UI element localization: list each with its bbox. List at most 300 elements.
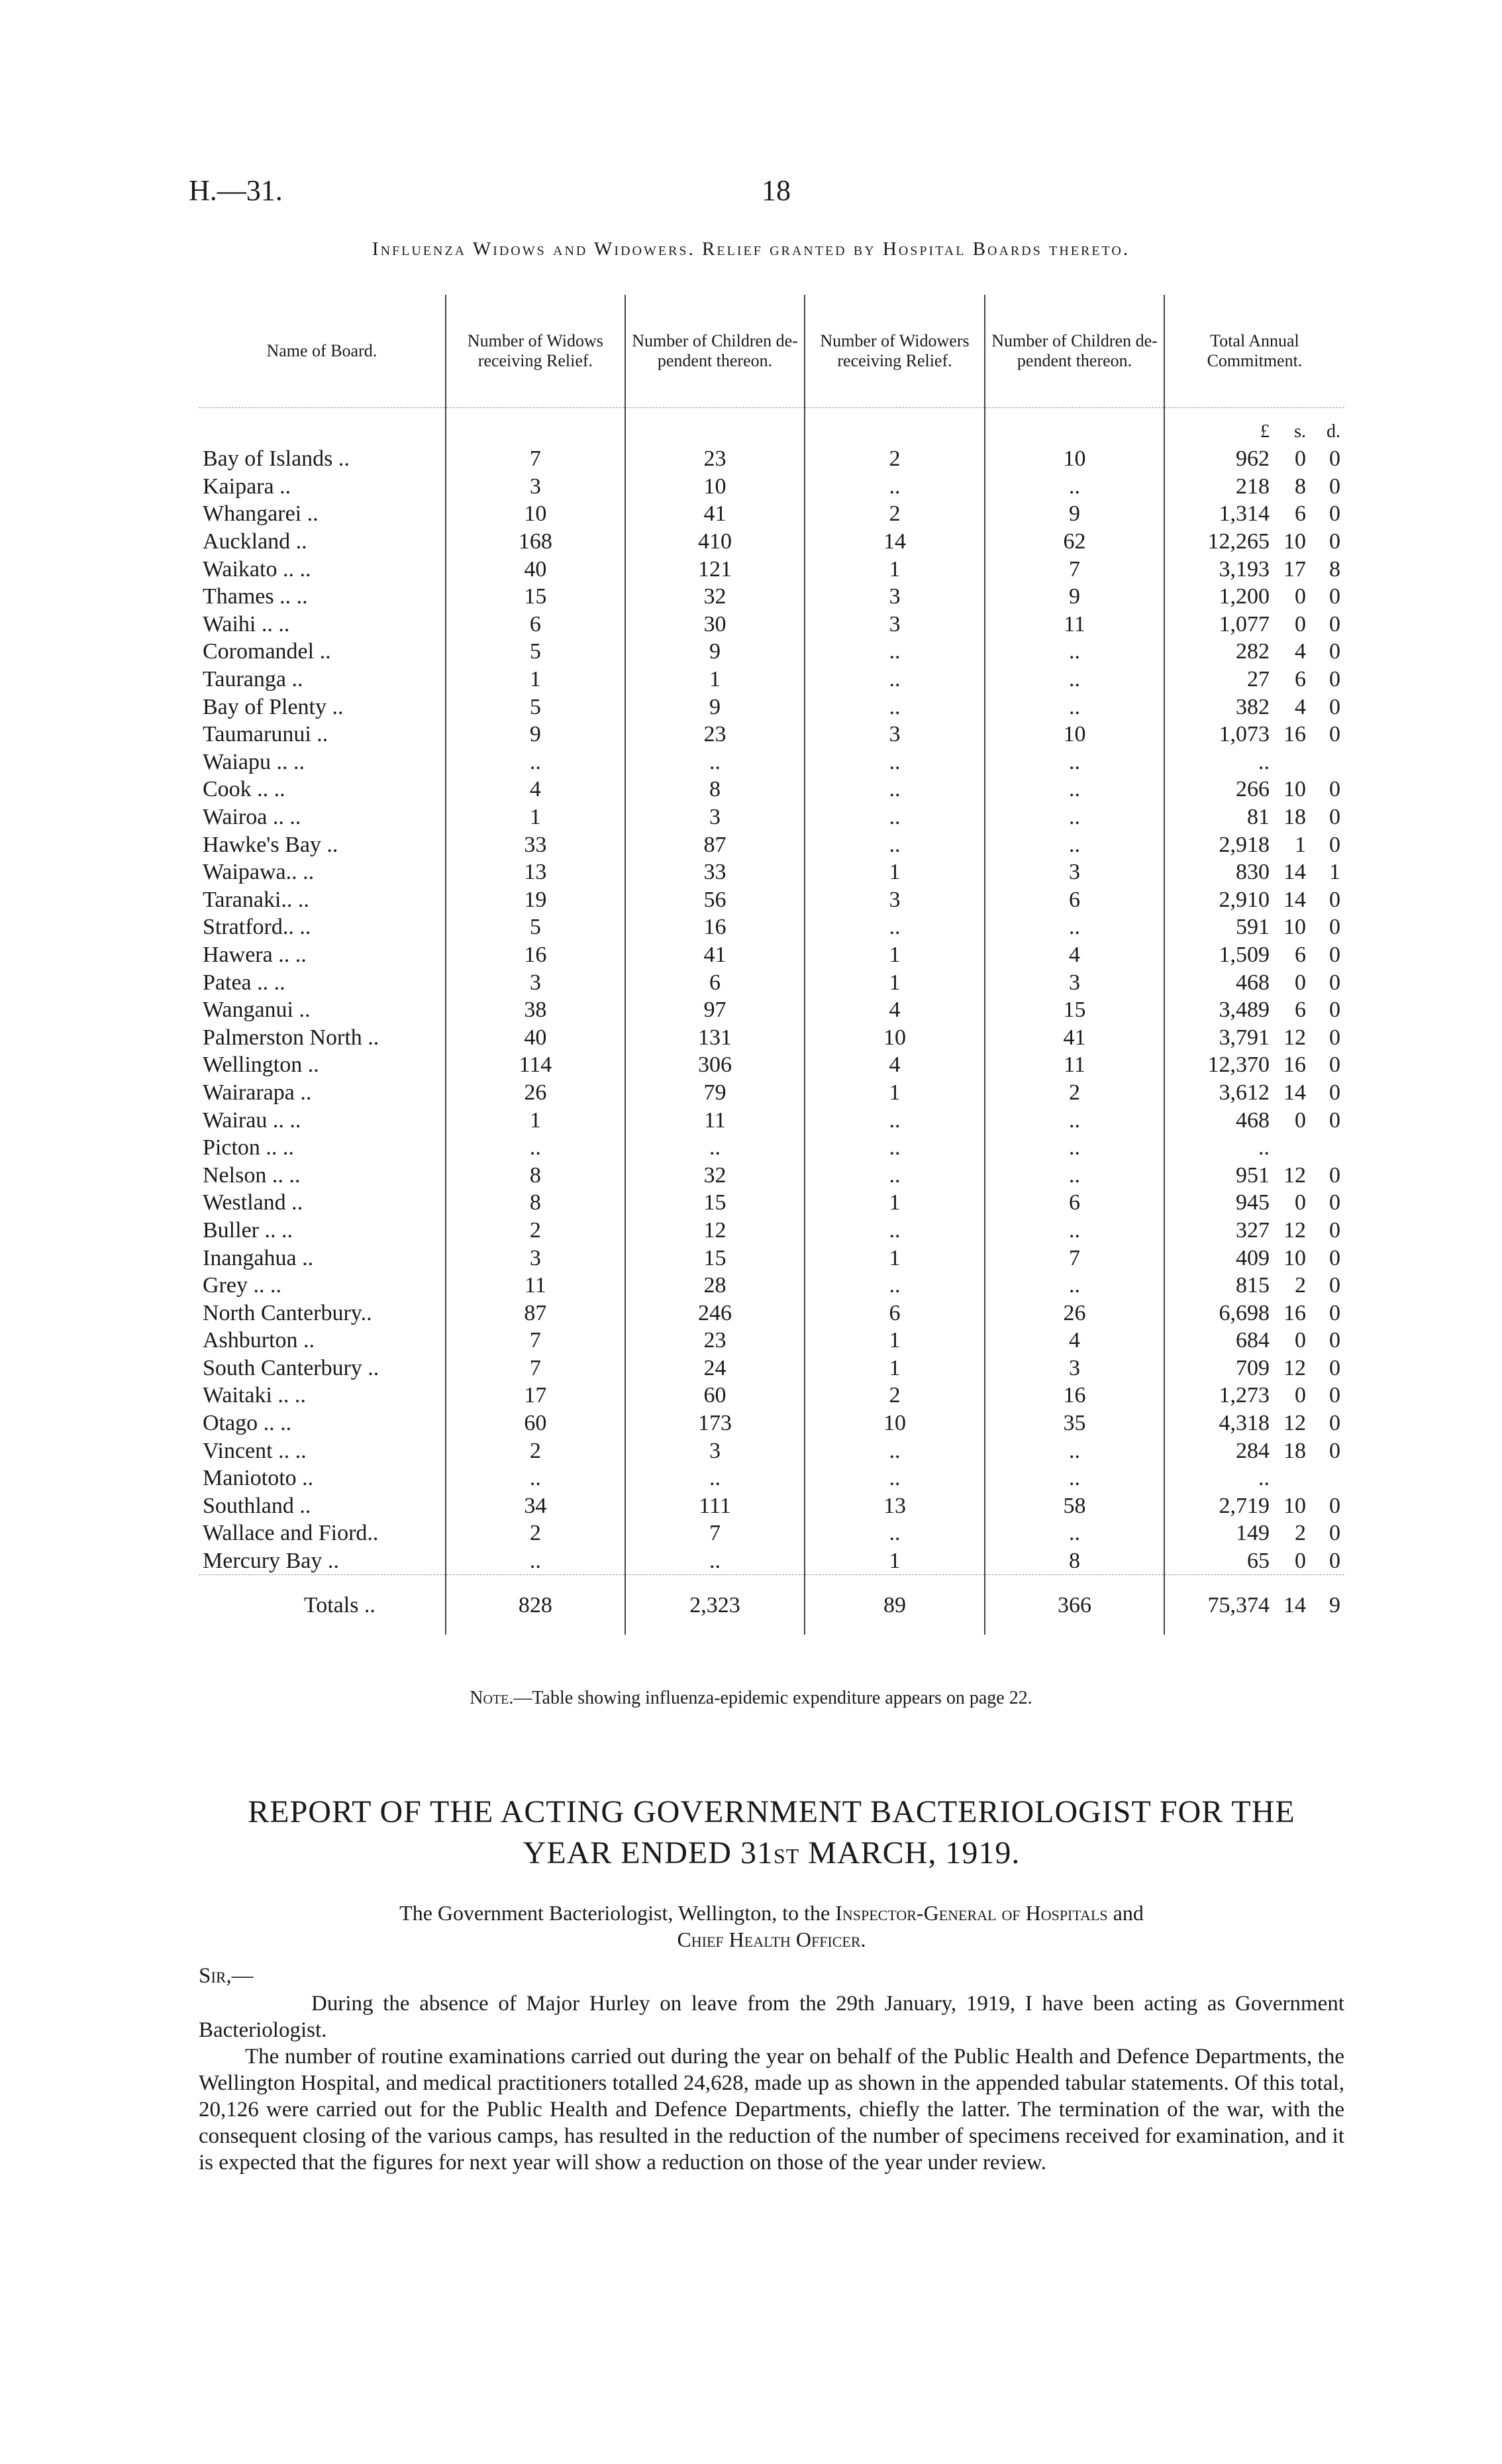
- column-header-widowers: Number of Widowers receiving Relief.: [805, 295, 985, 408]
- table-row: [199, 803, 1344, 831]
- commitment-pence: 0: [1329, 722, 1340, 747]
- widows-count: 5: [446, 638, 625, 666]
- widows-count: 1: [446, 803, 625, 831]
- children-widows-count: 7: [625, 1519, 805, 1547]
- board-name: Maniototo ..: [203, 1466, 314, 1491]
- annual-commitment: [1164, 913, 1344, 941]
- widows-count: 4: [446, 776, 625, 803]
- totals-widowers: 89: [805, 1575, 985, 1635]
- widowers-count: 4: [805, 996, 985, 1024]
- commitment-pence: 0: [1329, 1355, 1340, 1380]
- annual-commitment: [1164, 1134, 1344, 1162]
- totals-pounds: 75,374: [1207, 1592, 1270, 1617]
- widows-count: 34: [446, 1492, 625, 1520]
- table-row: [199, 996, 1344, 1024]
- widowers-count: 2: [805, 445, 985, 473]
- annual-commitment: [1164, 1519, 1344, 1547]
- column-header-children-widowers: Number of Children de-pendent thereon.: [985, 295, 1164, 408]
- widows-count: 60: [446, 1410, 625, 1437]
- commitment-shillings: 8: [1295, 474, 1306, 499]
- commitment-shillings: 0: [1295, 1328, 1306, 1353]
- report-title-line-2: [199, 1833, 1344, 1876]
- children-widows-count: 15: [625, 1244, 805, 1272]
- commitment-pence: 0: [1329, 1107, 1340, 1133]
- commitment-pounds: ..: [1258, 749, 1270, 774]
- annual-commitment: [1164, 1079, 1344, 1107]
- commitment-pence: 0: [1329, 584, 1340, 609]
- children-widows-count: 32: [625, 583, 805, 611]
- address-from: The Government Bacteriologist,: [399, 1901, 674, 1925]
- widowers-count: ..: [805, 693, 985, 721]
- commitment-pence: 0: [1329, 1521, 1340, 1546]
- commitment-pence: 0: [1329, 1245, 1340, 1270]
- widows-count: ..: [446, 1464, 625, 1492]
- widows-count: 5: [446, 693, 625, 721]
- annual-commitment: [1164, 1051, 1344, 1079]
- commitment-pounds: 945: [1236, 1190, 1270, 1215]
- commitment-shillings: 0: [1295, 1383, 1306, 1408]
- widowers-count: ..: [805, 1519, 985, 1547]
- widows-count: 7: [446, 1327, 625, 1355]
- table-row: [199, 1161, 1344, 1189]
- annual-commitment: [1164, 1410, 1344, 1437]
- annual-commitment: [1164, 1437, 1344, 1464]
- commitment-pence: 0: [1329, 970, 1340, 995]
- commitment-pounds: 266: [1236, 777, 1270, 802]
- board-name: Taumarunui ..: [203, 722, 328, 747]
- children-widowers-count: 11: [985, 611, 1164, 639]
- commitment-pounds: 468: [1236, 1107, 1270, 1133]
- table-header-row: [199, 295, 1344, 408]
- children-widowers-count: 6: [985, 886, 1164, 914]
- widowers-count: 1: [805, 1327, 985, 1355]
- board-name: Bay of Plenty ..: [203, 694, 344, 719]
- children-widows-count: 23: [625, 721, 805, 748]
- children-widows-count: 15: [625, 1189, 805, 1217]
- children-widows-count: 8: [625, 776, 805, 803]
- children-widows-count: 79: [625, 1079, 805, 1107]
- column-header-children-widows: Number of Children de-pendent thereon.: [625, 295, 805, 408]
- children-widowers-count: 8: [985, 1547, 1164, 1575]
- column-header-name: Name of Board.: [199, 295, 446, 408]
- table-row: [199, 1547, 1344, 1575]
- annual-commitment: [1164, 555, 1344, 583]
- commitment-pence: 0: [1329, 1438, 1340, 1463]
- widows-count: 6: [446, 611, 625, 639]
- table-row: [199, 721, 1344, 748]
- table-row: [199, 776, 1344, 803]
- children-widows-count: 121: [625, 555, 805, 583]
- commitment-shillings: 12: [1283, 1025, 1306, 1050]
- board-name: Taranaki.. ..: [203, 887, 309, 912]
- annual-commitment: [1164, 528, 1344, 556]
- commitment-pounds: 1,509: [1219, 942, 1270, 967]
- board-name: Mercury Bay ..: [203, 1549, 339, 1574]
- children-widows-count: 306: [625, 1051, 805, 1079]
- widows-count: 7: [446, 1355, 625, 1382]
- commitment-pence: 0: [1329, 474, 1340, 499]
- widows-count: 114: [446, 1051, 625, 1079]
- table-row: [199, 886, 1344, 914]
- board-name: Ashburton ..: [203, 1328, 315, 1353]
- children-widowers-count: 11: [985, 1051, 1164, 1079]
- commitment-shillings: 0: [1295, 584, 1306, 609]
- widows-count: 87: [446, 1299, 625, 1327]
- table-note: [0, 1688, 1502, 1709]
- widowers-count: ..: [805, 473, 985, 501]
- commitment-pounds: 12,265: [1207, 529, 1270, 554]
- report-address: [199, 1900, 1344, 1953]
- widows-count: 5: [446, 913, 625, 941]
- commitment-pence: 0: [1329, 1190, 1340, 1215]
- children-widowers-count: ..: [985, 693, 1164, 721]
- commitment-shillings: 12: [1283, 1162, 1306, 1188]
- children-widows-count: 3: [625, 1437, 805, 1464]
- annual-commitment: [1164, 1023, 1344, 1051]
- commitment-pence: 0: [1329, 777, 1340, 802]
- annual-commitment: [1164, 968, 1344, 996]
- commitment-pence: 0: [1329, 694, 1340, 719]
- board-name: Hawera .. ..: [203, 942, 307, 967]
- commitment-shillings: 12: [1283, 1411, 1306, 1436]
- widows-count: 40: [446, 555, 625, 583]
- table-row: [199, 1189, 1344, 1217]
- commitment-shillings: 14: [1283, 860, 1306, 885]
- board-name: Auckland ..: [203, 529, 307, 554]
- totals-label: Totals ..: [199, 1575, 446, 1635]
- widows-count: 2: [446, 1217, 625, 1245]
- commitment-pounds: 684: [1236, 1328, 1270, 1353]
- board-name: Buller .. ..: [203, 1217, 293, 1243]
- board-name: Vincent .. ..: [203, 1438, 307, 1463]
- commitment-shillings: 1: [1295, 832, 1306, 857]
- children-widows-count: ..: [625, 1134, 805, 1162]
- table-row: [199, 1464, 1344, 1492]
- column-header-widows: Number of Widows receiving Relief.: [446, 295, 625, 408]
- widowers-count: ..: [805, 1134, 985, 1162]
- children-widowers-count: ..: [985, 803, 1164, 831]
- commitment-pounds: 830: [1236, 860, 1270, 885]
- commitment-pounds: ..: [1258, 1135, 1270, 1160]
- widowers-count: 1: [805, 1244, 985, 1272]
- table-row: [199, 473, 1344, 501]
- commitment-pence: 0: [1329, 611, 1340, 637]
- widowers-count: ..: [805, 1272, 985, 1300]
- children-widowers-count: ..: [985, 748, 1164, 776]
- children-widows-count: 32: [625, 1161, 805, 1189]
- commitment-pence: 0: [1329, 942, 1340, 967]
- board-name: Southland ..: [203, 1493, 311, 1518]
- board-name: South Canterbury ..: [203, 1355, 379, 1380]
- children-widows-count: 24: [625, 1355, 805, 1382]
- children-widows-count: 97: [625, 996, 805, 1024]
- widows-count: 1: [446, 1106, 625, 1134]
- children-widowers-count: 9: [985, 500, 1164, 528]
- commitment-pounds: 409: [1236, 1245, 1270, 1270]
- annual-commitment: [1164, 473, 1344, 501]
- annual-commitment: [1164, 1161, 1344, 1189]
- annual-commitment: [1164, 1547, 1344, 1575]
- children-widowers-count: ..: [985, 638, 1164, 666]
- widowers-count: 3: [805, 611, 985, 639]
- widowers-count: 3: [805, 583, 985, 611]
- board-name: Waihi .. ..: [203, 611, 290, 637]
- children-widows-count: 131: [625, 1023, 805, 1051]
- commitment-shillings: 2: [1295, 1521, 1306, 1546]
- annual-commitment: [1164, 1217, 1344, 1245]
- widowers-count: ..: [805, 913, 985, 941]
- widows-count: 10: [446, 500, 625, 528]
- children-widowers-count: 15: [985, 996, 1164, 1024]
- commitment-shillings: 18: [1283, 805, 1306, 830]
- annual-commitment: [1164, 445, 1344, 473]
- children-widows-count: 12: [625, 1217, 805, 1245]
- board-name: North Canterbury..: [203, 1300, 372, 1325]
- children-widowers-count: 62: [985, 528, 1164, 556]
- widowers-count: 13: [805, 1492, 985, 1520]
- table-row: [199, 1355, 1344, 1382]
- table-row: [199, 611, 1344, 639]
- widowers-count: 1: [805, 1355, 985, 1382]
- table-row: [199, 1051, 1344, 1079]
- commitment-pounds: 27: [1247, 667, 1270, 692]
- children-widows-count: 16: [625, 913, 805, 941]
- totals-widows: 828: [446, 1575, 625, 1635]
- children-widows-count: 3: [625, 803, 805, 831]
- board-name: Wallace and Fiord..: [203, 1521, 379, 1546]
- commitment-shillings: 6: [1295, 667, 1306, 692]
- commitment-shillings: 0: [1295, 446, 1306, 472]
- commitment-pence: 0: [1329, 1328, 1340, 1353]
- children-widows-count: ..: [625, 1547, 805, 1575]
- report-paragraph-2: The number of routine examinations carried out during the year on behalf of the Public Health and Defence Departments, the Wellington Hospital, and medical practitioners totalled 24,628, made up as shown in the appended tabular statements. Of this total, 20,126 were carried out for the Public Health and Defence Departments, chiefly the latter. The termination of the war, with the consequent closing of the various camps, has resulted in the reduction of the number of specimens received for examination, and it is expected that the figures for next year will show a reduction on those of the year under review.: [199, 2045, 1344, 2175]
- annual-commitment: [1164, 803, 1344, 831]
- children-widowers-count: 3: [985, 858, 1164, 886]
- commitment-pounds: ..: [1258, 1466, 1270, 1491]
- widowers-count: ..: [805, 638, 985, 666]
- widowers-count: 4: [805, 1051, 985, 1079]
- children-widows-count: ..: [625, 1464, 805, 1492]
- children-widows-count: 111: [625, 1492, 805, 1520]
- children-widowers-count: ..: [985, 1161, 1164, 1189]
- table-row: [199, 831, 1344, 858]
- commitment-pence: 0: [1329, 998, 1340, 1023]
- children-widows-count: 33: [625, 858, 805, 886]
- board-name: Wairoa .. ..: [203, 805, 301, 830]
- widows-count: 9: [446, 721, 625, 748]
- commitment-shillings: 17: [1283, 556, 1306, 582]
- commitment-shillings: 18: [1283, 1438, 1306, 1463]
- annual-commitment: [1164, 583, 1344, 611]
- commitment-pounds: 468: [1236, 970, 1270, 995]
- annual-commitment: [1164, 941, 1344, 969]
- widows-count: 11: [446, 1272, 625, 1300]
- board-name: Cook .. ..: [203, 777, 285, 802]
- children-widowers-count: 2: [985, 1079, 1164, 1107]
- board-name: Bay of Islands ..: [203, 446, 350, 472]
- widows-count: ..: [446, 1134, 625, 1162]
- commitment-shillings: 14: [1283, 1080, 1306, 1105]
- commitment-shillings: 0: [1295, 611, 1306, 637]
- page-number: 18: [762, 174, 791, 207]
- commitment-shillings: 4: [1295, 639, 1306, 664]
- annual-commitment: [1164, 776, 1344, 803]
- unit-shillings: s.: [1294, 421, 1306, 442]
- commitment-pounds: 3,193: [1219, 556, 1270, 582]
- table-row: [199, 666, 1344, 693]
- widowers-count: ..: [805, 1217, 985, 1245]
- totals-pence: 9: [1329, 1592, 1340, 1617]
- widowers-count: 6: [805, 1299, 985, 1327]
- children-widows-count: 246: [625, 1299, 805, 1327]
- widows-count: ..: [446, 748, 625, 776]
- widowers-count: 1: [805, 1189, 985, 1217]
- annual-commitment: [1164, 1382, 1344, 1410]
- board-name: Stratford.. ..: [203, 915, 311, 940]
- widowers-count: 2: [805, 500, 985, 528]
- widows-count: 38: [446, 996, 625, 1024]
- board-name: Wairarapa ..: [203, 1080, 312, 1105]
- commitment-shillings: 12: [1283, 1217, 1306, 1243]
- widowers-count: 1: [805, 1547, 985, 1575]
- table-row: [199, 1134, 1344, 1162]
- commitment-shillings: 0: [1295, 1190, 1306, 1215]
- commitment-pence: 0: [1329, 887, 1340, 912]
- table-row: [199, 1079, 1344, 1107]
- commitment-pence: 0: [1329, 667, 1340, 692]
- commitment-pounds: 962: [1236, 446, 1270, 472]
- commitment-pence: 0: [1329, 446, 1340, 472]
- widowers-count: 1: [805, 858, 985, 886]
- board-name: Waitaki .. ..: [203, 1383, 306, 1408]
- widowers-count: ..: [805, 831, 985, 858]
- annual-commitment: [1164, 666, 1344, 693]
- widowers-count: 1: [805, 941, 985, 969]
- children-widowers-count: 3: [985, 968, 1164, 996]
- commitment-pounds: 815: [1236, 1273, 1270, 1298]
- address-line-1: [199, 1900, 1344, 1926]
- board-name: Palmerston North ..: [203, 1025, 379, 1050]
- children-widows-count: 6: [625, 968, 805, 996]
- widows-count: 3: [446, 1244, 625, 1272]
- board-name: Patea .. ..: [203, 970, 285, 995]
- children-widowers-count: ..: [985, 1464, 1164, 1492]
- children-widows-count: 56: [625, 886, 805, 914]
- column-header-total: Total Annual Commitment.: [1164, 295, 1344, 408]
- widows-count: 2: [446, 1437, 625, 1464]
- commitment-pounds: 3,489: [1219, 998, 1270, 1023]
- commitment-shillings: 4: [1295, 694, 1306, 719]
- annual-commitment: [1164, 831, 1344, 858]
- table-row: [199, 693, 1344, 721]
- commitment-pence: 0: [1329, 1025, 1340, 1050]
- board-name: Wellington ..: [203, 1052, 319, 1078]
- commitment-pounds: 591: [1236, 915, 1270, 940]
- commitment-pounds: 382: [1236, 694, 1270, 719]
- board-name: Thames .. ..: [203, 584, 308, 609]
- widowers-count: ..: [805, 1437, 985, 1464]
- commitment-pence: 8: [1329, 556, 1340, 582]
- note-label: Note.: [470, 1688, 514, 1708]
- commitment-pounds: 149: [1236, 1521, 1270, 1546]
- commitment-pence: 0: [1329, 1217, 1340, 1243]
- annual-commitment: [1164, 1327, 1344, 1355]
- widowers-count: ..: [805, 666, 985, 693]
- table-row: [199, 941, 1344, 969]
- commitment-pounds: 2,910: [1219, 887, 1270, 912]
- commitment-shillings: 10: [1283, 777, 1306, 802]
- commitment-shillings: 16: [1283, 722, 1306, 747]
- children-widowers-count: 26: [985, 1299, 1164, 1327]
- children-widowers-count: 4: [985, 1327, 1164, 1355]
- commitment-shillings: 6: [1295, 942, 1306, 967]
- report-title-date: MARCH, 1919.: [799, 1835, 1021, 1871]
- commitment-shillings: 0: [1295, 1107, 1306, 1133]
- commitment-pence: 0: [1329, 1383, 1340, 1408]
- note-text: —Table showing influenza-epidemic expenditure appears on page 22.: [513, 1688, 1032, 1708]
- commitment-shillings: 6: [1295, 501, 1306, 527]
- commitment-pence: 0: [1329, 1052, 1340, 1078]
- document-reference: H.—31.: [189, 174, 283, 207]
- children-widowers-count: 6: [985, 1189, 1164, 1217]
- children-widows-count: 9: [625, 638, 805, 666]
- table-row: [199, 1272, 1344, 1300]
- children-widowers-count: 58: [985, 1492, 1164, 1520]
- widows-count: 15: [446, 583, 625, 611]
- totals-commitment: [1164, 1575, 1344, 1635]
- widows-count: 8: [446, 1189, 625, 1217]
- annual-commitment: [1164, 1355, 1344, 1382]
- board-name: Whangarei ..: [203, 501, 319, 527]
- commitment-shillings: 10: [1283, 1245, 1306, 1270]
- report-title-ordinal: ST: [773, 1844, 800, 1868]
- widowers-count: 10: [805, 1410, 985, 1437]
- widows-count: 8: [446, 1161, 625, 1189]
- commitment-pounds: 709: [1236, 1355, 1270, 1380]
- address-to: Inspector-General of Hospitals: [835, 1901, 1108, 1925]
- annual-commitment: [1164, 1492, 1344, 1520]
- widowers-count: 3: [805, 886, 985, 914]
- board-name: Kaipara ..: [203, 474, 291, 499]
- board-name: Inangahua ..: [203, 1245, 314, 1270]
- units-row: [199, 408, 1344, 446]
- widows-count: 3: [446, 968, 625, 996]
- relief-table: [199, 295, 1344, 1635]
- children-widowers-count: ..: [985, 913, 1164, 941]
- table-row: [199, 1327, 1344, 1355]
- commitment-pence: 0: [1329, 832, 1340, 857]
- salutation: Sir,—: [199, 1964, 254, 1988]
- annual-commitment: [1164, 638, 1344, 666]
- widowers-count: ..: [805, 1464, 985, 1492]
- children-widowers-count: ..: [985, 1134, 1164, 1162]
- widows-count: 33: [446, 831, 625, 858]
- widows-count: 16: [446, 941, 625, 969]
- board-name: Coromandel ..: [203, 639, 331, 664]
- address-and: and: [1107, 1901, 1144, 1925]
- totals-children-widowers: 366: [985, 1575, 1164, 1635]
- commitment-pence: 0: [1329, 1549, 1340, 1574]
- table-row: [199, 445, 1344, 473]
- commitment-pence: 0: [1329, 1273, 1340, 1298]
- children-widows-count: 410: [625, 528, 805, 556]
- widows-count: 7: [446, 445, 625, 473]
- commitment-shillings: 12: [1283, 1355, 1306, 1380]
- children-widowers-count: 10: [985, 445, 1164, 473]
- children-widowers-count: ..: [985, 1217, 1164, 1245]
- board-name: Waiapu .. ..: [203, 749, 305, 774]
- table-row: [199, 583, 1344, 611]
